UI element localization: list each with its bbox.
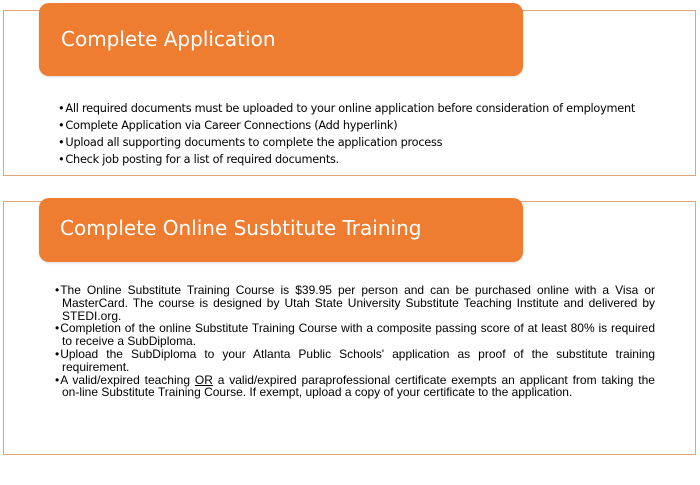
- list-item: •Complete Application via Career Connections (Add hyperlink): [58, 119, 398, 132]
- complete-application-header: [39, 3, 523, 76]
- bullet-icon: •: [58, 153, 65, 166]
- list-item: •Upload the SubDiploma to your Atlanta Public Schools' application as proof of the substitute training requirement.: [55, 346, 655, 374]
- underlined-or: OR: [194, 372, 213, 387]
- list-item: •Upload all supporting documents to complete the application process: [58, 136, 443, 149]
- bullet-icon: •: [58, 102, 65, 115]
- section-title: Complete Online Susbtitute Training: [60, 216, 422, 240]
- bullet-icon: •: [55, 346, 60, 361]
- bullet-icon: •: [55, 321, 60, 336]
- bullet-icon: •: [55, 372, 60, 387]
- list-item: •The Online Substitute Training Course is $39.95 per person and can be purchased online with a Visa or MasterCard. The course is designed by Utah State University Substitute Teaching Institute and delivered by STEDI.org.: [55, 283, 655, 323]
- list-item: •All required documents must be uploaded to your online application before consideration of employment: [58, 102, 636, 115]
- bullet-icon: •: [58, 119, 65, 132]
- list-item: •Completion of the online Substitute Training Course with a composite passing score of at least 80% is required to receive a SubDiploma.: [55, 321, 655, 349]
- training-requirements-list: [55, 284, 655, 399]
- list-item: •Check job posting for a list of required documents.: [58, 153, 339, 166]
- application-requirements-list: [58, 100, 688, 168]
- bullet-icon: •: [55, 283, 60, 297]
- section-title: Complete Application: [61, 27, 276, 51]
- bullet-icon: •: [58, 136, 65, 149]
- substitute-training-header: [39, 198, 523, 262]
- list-item: •A valid/expired teaching OR a valid/expired paraprofessional certificate exempts an applicant from taking the on-line Substitute Training Course. If exempt, upload a copy of your certificate to the application.: [55, 372, 655, 400]
